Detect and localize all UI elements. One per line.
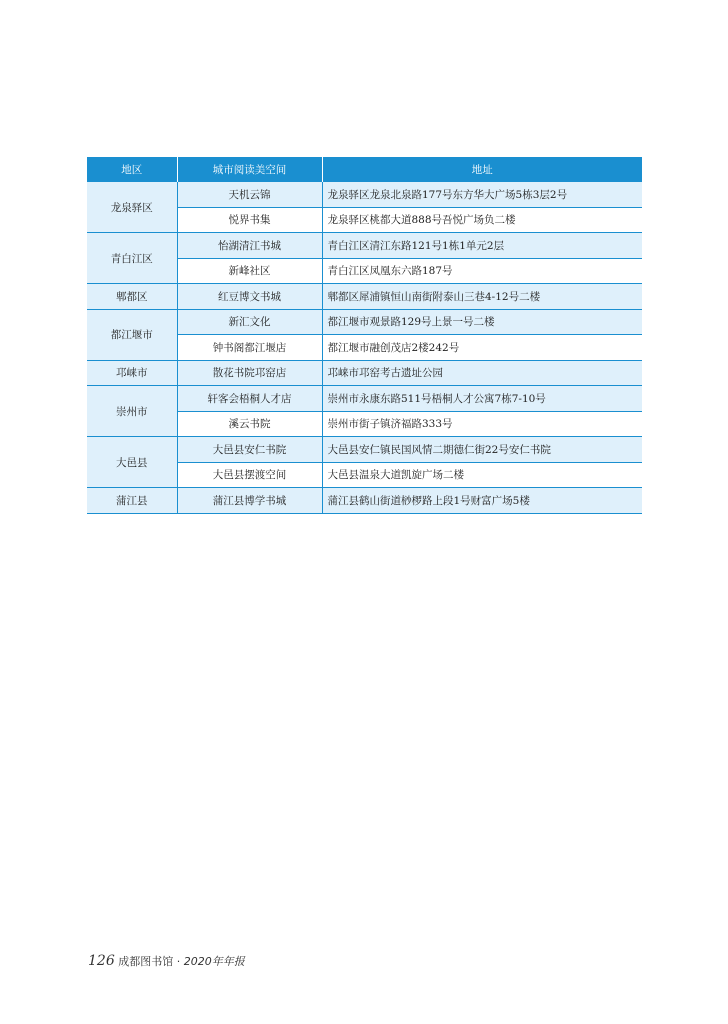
address-cell: 青白江区凤凰东六路187号 (322, 258, 642, 284)
page-number: 126 (88, 953, 115, 969)
region-cell: 大邑县 (87, 437, 177, 488)
address-cell: 郫都区犀浦镇恒山南街附泰山三巷4-12号二楼 (322, 284, 642, 310)
address-cell: 邛崃市邛窑考古遗址公园 (322, 360, 642, 386)
table-header-row (87, 157, 642, 182)
region-cell: 崇州市 (87, 386, 177, 437)
address-cell: 蒲江县鹤山街道桫椤路上段1号财富广场5楼 (322, 488, 642, 514)
space-cell: 大邑县摆渡空间 (177, 462, 322, 488)
address-cell: 崇州市街子镇济福路333号 (322, 411, 642, 437)
table-row (87, 437, 642, 463)
space-cell: 天机云锦 (177, 182, 322, 207)
space-cell: 怡湖清江书城 (177, 233, 322, 259)
header-space: 城市阅读美空间 (177, 157, 322, 182)
address-cell: 龙泉驿区龙泉北泉路177号东方华大广场5栋3层2号 (322, 182, 642, 207)
header-region: 地区 (87, 157, 177, 182)
page-footer (88, 953, 245, 969)
address-cell: 龙泉驿区桃都大道888号吾悦广场负二楼 (322, 207, 642, 233)
table-row (87, 284, 642, 310)
table-row (87, 360, 642, 386)
report-year: 2020年年报 (183, 955, 245, 968)
region-cell: 都江堰市 (87, 309, 177, 360)
header-address: 地址 (322, 157, 642, 182)
space-cell: 钟书阁都江堰店 (177, 335, 322, 361)
table-row (87, 309, 642, 335)
region-cell: 青白江区 (87, 233, 177, 284)
table-row (87, 386, 642, 412)
address-cell: 都江堰市观景路129号上景一号二楼 (322, 309, 642, 335)
region-cell: 龙泉驿区 (87, 182, 177, 233)
table-body (87, 182, 642, 513)
address-cell: 崇州市永康东路511号梧桐人才公寓7栋7-10号 (322, 386, 642, 412)
address-cell: 大邑县温泉大道凯旋广场二楼 (322, 462, 642, 488)
region-cell: 蒲江县 (87, 488, 177, 514)
table-row (87, 488, 642, 514)
space-cell: 散花书院邛窑店 (177, 360, 322, 386)
table-row (87, 182, 642, 207)
space-cell: 悦界书集 (177, 207, 322, 233)
space-cell: 新峰社区 (177, 258, 322, 284)
space-cell: 溪云书院 (177, 411, 322, 437)
table-row (87, 233, 642, 259)
address-cell: 青白江区清江东路121号1栋1单元2层 (322, 233, 642, 259)
space-cell: 轩客会梧桐人才店 (177, 386, 322, 412)
publication-name: 成都图书馆 · (118, 955, 184, 968)
region-cell: 郫都区 (87, 284, 177, 310)
address-cell: 大邑县安仁镇民国风情二期德仁街22号安仁书院 (322, 437, 642, 463)
space-cell: 新汇文化 (177, 309, 322, 335)
space-cell: 红豆博文书城 (177, 284, 322, 310)
region-cell: 邛崃市 (87, 360, 177, 386)
reading-spaces-table (87, 157, 642, 514)
space-cell: 蒲江县博学书城 (177, 488, 322, 514)
space-cell: 大邑县安仁书院 (177, 437, 322, 463)
address-cell: 都江堰市融创茂店2楼242号 (322, 335, 642, 361)
